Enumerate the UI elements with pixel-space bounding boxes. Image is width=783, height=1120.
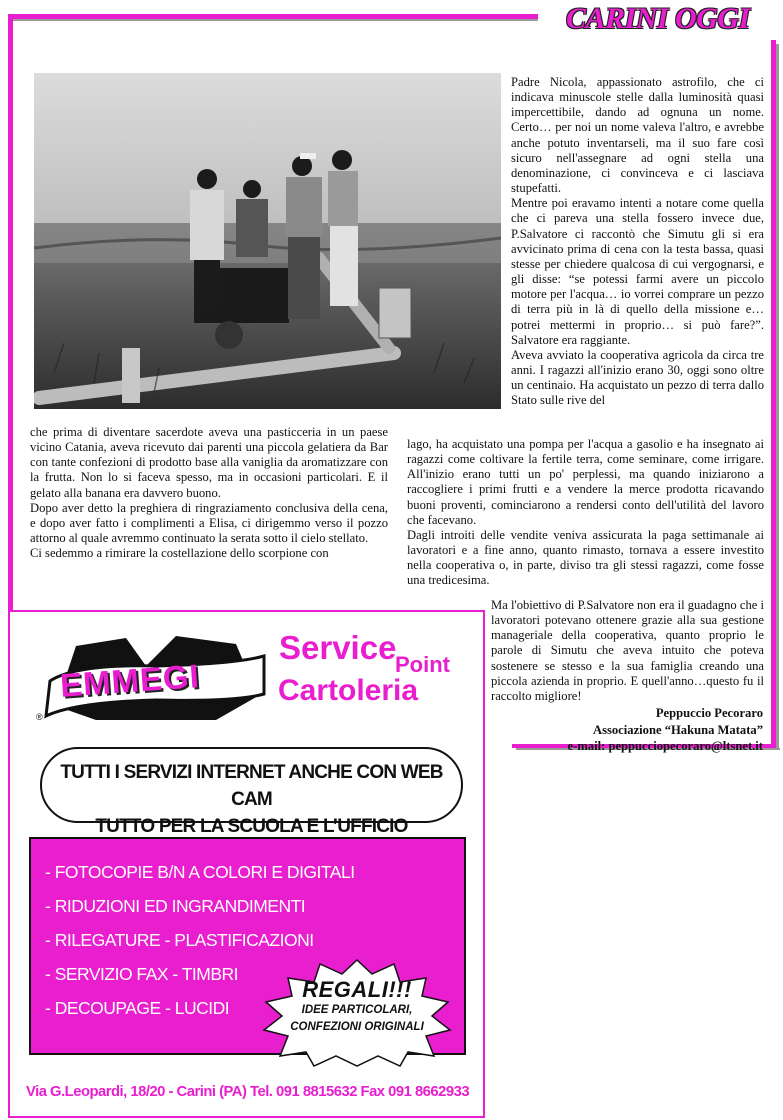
paragraph: lago, ha acquistato una pompa per l'acqua a gasolio e ha insegnato ai ragazzi come coltivare la fertile terra, come seminare, come irrigare. All'inizio erano tutti un po' perplessi, ma quando iniziarono a raccogliere i primi frutti e a vendere la merce prodotta ricavando buoni proventi, cominciarono a rendersi conto dell'utilità del lavoro che facevano. xyxy=(407,437,764,527)
paragraph: Dopo aver detto la preghiera di ringraziamento conclusiva della cena, e dopo aver fatto i complimenti a Elisa, ci dirigemmo verso il pozzo attorno al quale avremmo continuato la serata sotto il cielo stellato. xyxy=(30,500,388,546)
banner-line-2: TUTTO PER LA SCUOLA E L’UFFICIO xyxy=(95,816,408,837)
author-name: Peppuccio Pecoraro xyxy=(655,706,763,720)
internet-services-banner xyxy=(40,747,463,837)
author-email: e-mail: peppucciopecoraro@ltsnet.it xyxy=(567,739,763,753)
gifts-title: REGALI!!! xyxy=(302,977,412,1002)
gifts-line-1: IDEE PARTICOLARI, xyxy=(301,1004,413,1016)
article-photo xyxy=(34,73,501,409)
association-name: Associazione “Hakuna Matata” xyxy=(592,722,763,737)
paragraph: Padre Nicola, appassionato astrofilo, che ci indicava minuscole stelle dalla luminosità quasi impercettibile, dando ad ognuna un nome. Certo… per noi un nome valeva l'altro, e avrebbe anche potuto inventarseli, ma il suo fare così sicuro nell'assegnare ad ogni stella una denominazione, ci convinceva e ci lasciava stupefatti. xyxy=(511,75,764,196)
magazine-title: CARINI OGGI xyxy=(566,2,750,35)
service-item: - RIDUZIONI ED INGRANDIMENTI xyxy=(45,896,306,916)
article-left-column xyxy=(30,425,388,561)
paragraph: Ci sedemmo a rimirare la costellazione dello scorpione con xyxy=(30,546,329,561)
top-frame-shadow xyxy=(12,19,538,21)
paragraph: che prima di diventare sacerdote aveva una pasticceria in un paese vicino Catania, aveva ricevuto dai parenti una piccola gelatiera da Bar con tante confezioni di prodotto base alla vaniglia da aromatizzare con la frutta. Non lo si faceva spesso, ma in occasioni particolari. E il gelato alla banana era davvero buono. xyxy=(30,425,388,500)
article-right-column-end xyxy=(491,598,764,704)
service-item: - RILEGATURE - PLASTIFICAZIONI xyxy=(45,930,314,950)
service-item: - DECOUPAGE - LUCIDI xyxy=(45,998,230,1018)
banner-line-1: TUTTI I SERVIZI INTERNET ANCHE CON WEB CAM xyxy=(60,762,443,810)
service-item: - SERVIZIO FAX - TIMBRI xyxy=(45,964,239,984)
shop-address: Via G.Leopardi, 18/20 - Carini (PA) Tel. 091 8815632 Fax 091 8662933 xyxy=(26,1084,470,1100)
paragraph: Aveva avviato la cooperativa agricola da circa tre anni. I ragazzi all'inizio erano 30, oggi sono oltre un centinaio. Ha acquistato un pezzo di terra dallo Stato sulle rive del xyxy=(511,347,764,408)
service-word: Service xyxy=(279,629,397,666)
cartoleria-word: Cartoleria xyxy=(278,674,419,707)
emmegi-logo-text: EMMEGI xyxy=(58,657,201,704)
right-frame-shadow xyxy=(776,44,779,750)
paragraph: Ma l'obiettivo di P.Salvatore non era il guadagno che i lavoratori potevano ottenere grazie alla sua gestione manageriale della cooperativa, quanto proprio le parole di Simutu che aveva intuito che poteva sostenere se stesso e la sua famiglia creando una piccola azienda in proprio. E quell'anno…questo fu il raccolto migliore! xyxy=(491,598,764,703)
paragraph: Dagli introiti delle vendite veniva assicurata la paga settimanale ai lavoratori e a fine anno, quanto rimasto, tornava a essere investito nella cooperativa o, in parte, diviso tra gli stessi ragazzi, come fosse una tredicesima. xyxy=(407,527,764,588)
registered-mark: ® xyxy=(36,712,43,722)
article-right-column-top xyxy=(511,75,764,408)
gifts-line-2: CONFEZIONI ORIGINALI xyxy=(290,1021,424,1033)
point-word: Point xyxy=(395,652,450,677)
paragraph: Mentre poi eravamo intenti a notare come quella che ci pareva una stella fossero invece due, P.Salvatore ci raccontò che Simutu gli si era avvicinato prima di cena con la testa bassa, quasi stesse per chiedere qualcosa di cui vergognarsi, e gli disse: “se potessi farmi avere un piccolo motore per l'acqua… io vorrei comprare un pezzo di terra più in là di quello della missione e… potrei mettermi in proprio… si può fare?”. Salvatore era raggiante. xyxy=(511,196,764,347)
article-right-column-bottom xyxy=(407,437,764,589)
article-signature xyxy=(568,705,763,755)
gifts-text xyxy=(282,978,432,1036)
left-frame-bar xyxy=(8,14,13,610)
service-item: - FOTOCOPIE B/N A COLORI E DIGITALI xyxy=(45,862,355,882)
